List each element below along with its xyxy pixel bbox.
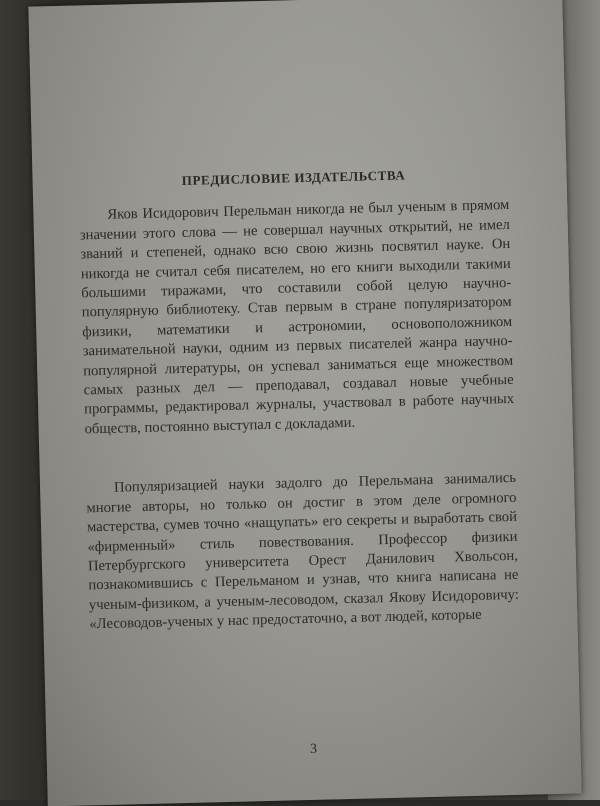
page-number: 3 bbox=[309, 741, 318, 757]
page-text bbox=[78, 163, 519, 635]
section-title: ПРЕДИСЛОВИЕ ИЗДАТЕЛЬСТВА bbox=[181, 167, 406, 188]
paragraph-2: Популяризацией науки задолго до Перельмана занимались многие авторы, но только он достиг в этом деле огромного мастерства, сумев точно «нащупать» его секреты и выработать свой «фирменный» стиль повествования. Профессор физики Петербургского университета Орест Данилович Хвольсон, познакомившись с Перельманом и узнав, что книга написана не ученым-физиком, а ученым-лесоводом, сказал Якову Исидоровичу: «Лесоводов-ученых у нас предостаточно, а вот людей, которые bbox=[86, 470, 520, 633]
paragraph-1: Яков Исидорович Перельман никогда не был ученым в прямом значении этого слова — не совершал научных открытий, не имел званий и степеней, однако всю свою жизнь посвятил науке. Он никогда не считал себя писателем, но его книги выходили такими большими тиражами, что составили собой целую научно-популярную библиотеку. Став первым в стране популяризатором физики, математики и астрономии, основоположником занимательной науки, одним из первых писателей жанра научно-популярной литературы, он успевал заниматься еще множеством самых разных дел — преподавал, создавал новые учебные программы, редактировал журналы, участвовал в работе научных обществ, постоянно выступал с докладами. bbox=[79, 197, 515, 438]
book-page bbox=[28, 0, 581, 806]
